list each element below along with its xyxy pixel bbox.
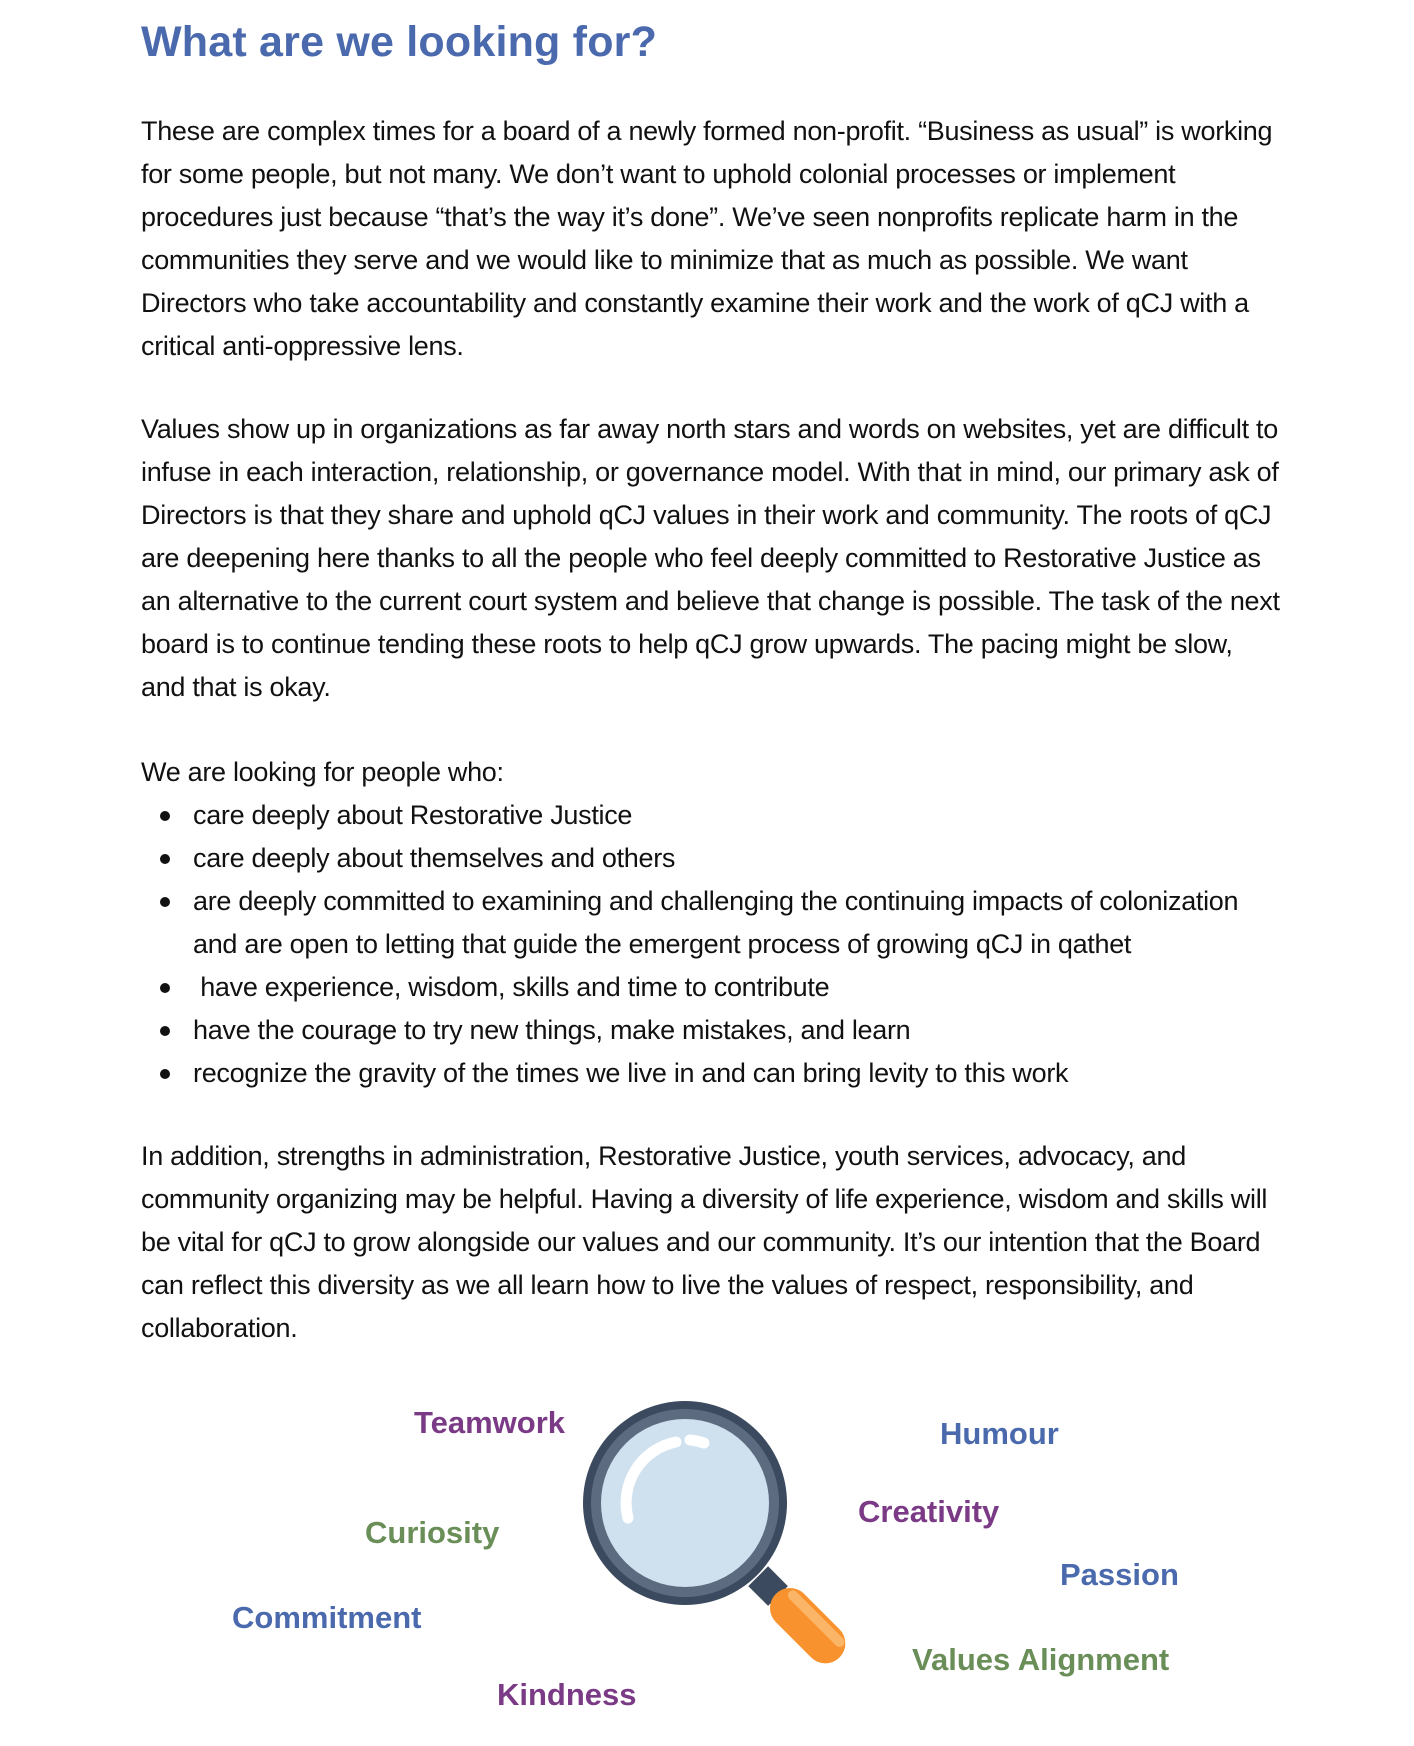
value-word-passion: Passion [1060, 1557, 1179, 1592]
value-word-humour: Humour [940, 1416, 1059, 1451]
value-word-commitment: Commitment [232, 1600, 422, 1635]
paragraph-closing: In addition, strengths in administration, Restorative Justice, youth services, advocacy, and community organizing may be helpful. Having a diversity of life experience, wisdom and skills will be vital for qCJ to grow alongside our values and our community. It’s our intention that the Board can reflect this diversity as we all learn how to live the values of respect, responsibility, and collaboration. [141, 1141, 1268, 1343]
bullet-icon [160, 811, 170, 821]
paragraph-context: These are complex times for a board of a newly formed non-profit. “Business as usual” is working for some people, but not many. We don’t want to uphold colonial processes or implement procedures just because “that’s the way it’s done”. We’ve seen nonprofits replicate harm in the communities they serve and we would like to minimize that as much as possible. We want Directors who take accountability and constantly examine their work and the work of qCJ with a critical anti-oppressive lens. [141, 116, 1273, 361]
qualities-list [141, 794, 1281, 1095]
list-item: recognize the gravity of the times we live in and can bring levity to this work [141, 1052, 1281, 1095]
value-word-kindness: Kindness [497, 1677, 637, 1712]
list-intro: We are looking for people who: [141, 757, 504, 787]
value-word-creativity: Creativity [858, 1494, 1000, 1529]
magnifying-glass-icon [580, 1398, 860, 1678]
list-item: care deeply about Restorative Justice [141, 794, 1281, 837]
value-word-teamwork: Teamwork [414, 1405, 566, 1440]
bullet-icon [160, 897, 170, 907]
list-item: have the courage to try new things, make mistakes, and learn [141, 1009, 1281, 1052]
bullet-icon [160, 854, 170, 864]
bullet-icon [160, 1069, 170, 1079]
document-page [141, 0, 1281, 1350]
bullet-icon [160, 983, 170, 993]
list-item: have experience, wisdom, skills and time to contribute [141, 966, 1281, 1009]
value-word-curiosity: Curiosity [365, 1515, 500, 1550]
paragraph-values: Values show up in organizations as far away north stars and words on websites, yet are difficult to infuse in each interaction, relationship, or governance model. With that in mind, our primary ask of Directors is that they share and uphold qCJ values in their work and community. The roots of qCJ are deepening here thanks to all the people who feel deeply committed to Restorative Justice as an alternative to the current court system and believe that change is possible. The task of the next board is to continue tending these roots to help qCJ grow upwards. The pacing might be slow, and that is okay. [141, 414, 1280, 702]
list-item: are deeply committed to examining and challenging the continuing impacts of colonization and are open to letting that guide the emergent process of growing qCJ in qathet [141, 880, 1281, 966]
bullet-icon [160, 1026, 170, 1036]
list-item: care deeply about themselves and others [141, 837, 1281, 880]
value-word-values-alignment: Values Alignment [912, 1642, 1170, 1677]
page-heading: What are we looking for? [141, 18, 658, 66]
